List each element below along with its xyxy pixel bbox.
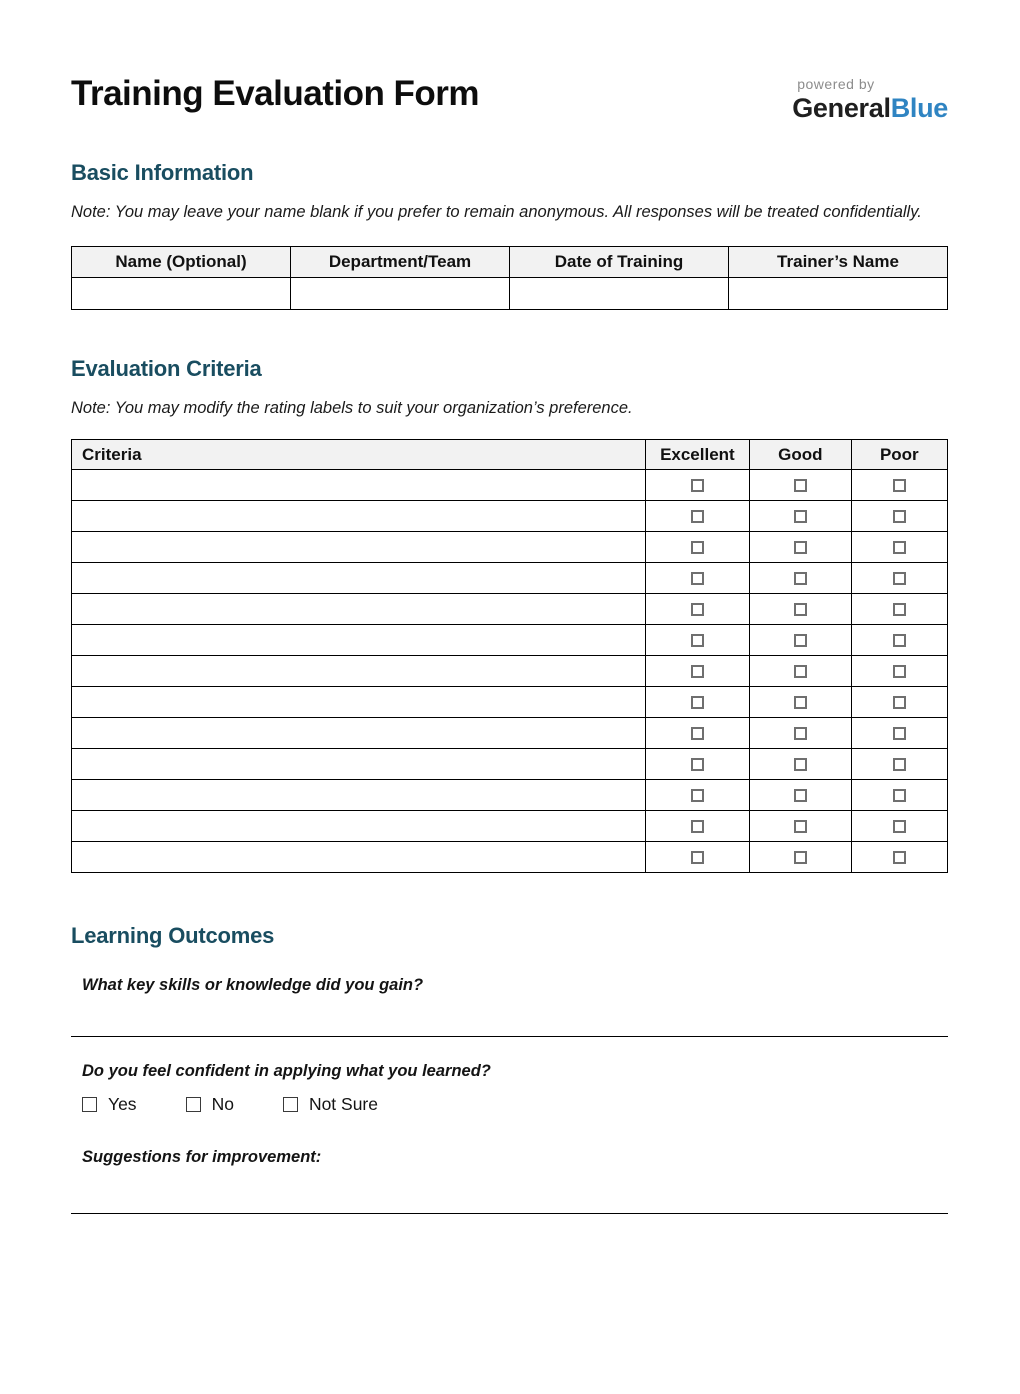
rating-cell-poor bbox=[851, 563, 947, 594]
confidence-options-row bbox=[71, 1094, 948, 1115]
criteria-input-cell[interactable] bbox=[72, 780, 646, 811]
criteria-row bbox=[72, 687, 948, 718]
basic-table-header-row bbox=[72, 246, 948, 277]
document-header bbox=[71, 74, 948, 124]
criteria-row bbox=[72, 594, 948, 625]
rating-cell-good bbox=[750, 842, 852, 873]
checkbox-good[interactable] bbox=[794, 510, 807, 523]
rating-cell-excellent bbox=[645, 594, 749, 625]
question-suggestions: Suggestions for improvement: bbox=[82, 1148, 322, 1167]
checkbox-poor[interactable] bbox=[893, 727, 906, 740]
criteria-input-cell[interactable] bbox=[72, 749, 646, 780]
checkbox-excellent[interactable] bbox=[691, 665, 704, 678]
criteria-row bbox=[72, 780, 948, 811]
rating-cell-excellent bbox=[645, 718, 749, 749]
criteria-row bbox=[72, 563, 948, 594]
checkbox-excellent[interactable] bbox=[691, 541, 704, 554]
rating-cell-good bbox=[750, 687, 852, 718]
checkbox-good[interactable] bbox=[794, 851, 807, 864]
checkbox-excellent[interactable] bbox=[691, 479, 704, 492]
rating-cell-poor bbox=[851, 780, 947, 811]
column-header-department: Department/Team bbox=[291, 246, 510, 277]
checkbox-excellent[interactable] bbox=[691, 603, 704, 616]
rating-cell-good bbox=[750, 532, 852, 563]
answer-line-suggestions[interactable] bbox=[71, 1213, 948, 1214]
rating-cell-poor bbox=[851, 470, 947, 501]
checkbox-poor[interactable] bbox=[893, 820, 906, 833]
rating-cell-good bbox=[750, 594, 852, 625]
section-heading-basic-information: Basic Information bbox=[71, 160, 254, 185]
checkbox-poor[interactable] bbox=[893, 851, 906, 864]
checkbox-poor[interactable] bbox=[893, 696, 906, 709]
checkbox-good[interactable] bbox=[794, 727, 807, 740]
rating-cell-good bbox=[750, 749, 852, 780]
question-confidence: Do you feel confident in applying what you learned? bbox=[82, 1062, 491, 1081]
column-header-criteria: Criteria bbox=[72, 440, 646, 470]
basic-information-table bbox=[71, 246, 948, 310]
checkbox-yes[interactable] bbox=[82, 1097, 97, 1112]
rating-cell-good bbox=[750, 656, 852, 687]
rating-cell-good bbox=[750, 563, 852, 594]
checkbox-poor[interactable] bbox=[893, 603, 906, 616]
checkbox-poor[interactable] bbox=[893, 665, 906, 678]
column-header-poor: Poor bbox=[851, 440, 947, 470]
checkbox-poor[interactable] bbox=[893, 479, 906, 492]
question-key-skills: What key skills or knowledge did you gain? bbox=[82, 976, 424, 995]
checkbox-excellent[interactable] bbox=[691, 510, 704, 523]
checkbox-good[interactable] bbox=[794, 696, 807, 709]
department-input-cell[interactable] bbox=[291, 277, 510, 309]
checkbox-poor[interactable] bbox=[893, 572, 906, 585]
criteria-table-header-row bbox=[72, 440, 948, 470]
column-header-trainer: Trainer’s Name bbox=[729, 246, 948, 277]
checkbox-good[interactable] bbox=[794, 572, 807, 585]
rating-cell-poor bbox=[851, 811, 947, 842]
rating-cell-good bbox=[750, 780, 852, 811]
rating-cell-excellent bbox=[645, 532, 749, 563]
column-header-name: Name (Optional) bbox=[72, 246, 291, 277]
rating-cell-excellent bbox=[645, 811, 749, 842]
rating-cell-good bbox=[750, 470, 852, 501]
rating-cell-excellent bbox=[645, 780, 749, 811]
rating-cell-poor bbox=[851, 594, 947, 625]
checkbox-excellent[interactable] bbox=[691, 696, 704, 709]
powered-by-label: powered by bbox=[797, 76, 875, 92]
criteria-row bbox=[72, 532, 948, 563]
rating-cell-poor bbox=[851, 501, 947, 532]
checkbox-good[interactable] bbox=[794, 665, 807, 678]
evaluation-criteria-note: Note: You may modify the rating labels to suit your organization’s preference. bbox=[71, 398, 633, 417]
criteria-input-cell[interactable] bbox=[72, 563, 646, 594]
section-heading-evaluation-criteria: Evaluation Criteria bbox=[71, 355, 262, 381]
rating-cell-good bbox=[750, 811, 852, 842]
criteria-input-cell[interactable] bbox=[72, 501, 646, 532]
column-header-good: Good bbox=[750, 440, 852, 470]
checkbox-excellent[interactable] bbox=[691, 789, 704, 802]
brand-logo bbox=[792, 74, 948, 124]
criteria-input-cell[interactable] bbox=[72, 842, 646, 873]
section-heading-learning-outcomes: Learning Outcomes bbox=[71, 923, 275, 949]
checkbox-no[interactable] bbox=[186, 1097, 201, 1112]
criteria-input-cell[interactable] bbox=[72, 532, 646, 563]
page-title: Training Evaluation Form bbox=[71, 74, 480, 113]
checkbox-good[interactable] bbox=[794, 758, 807, 771]
rating-cell-good bbox=[750, 501, 852, 532]
rating-cell-excellent bbox=[645, 501, 749, 532]
checkbox-good[interactable] bbox=[794, 789, 807, 802]
criteria-input-cell[interactable] bbox=[72, 625, 646, 656]
brand-wordmark bbox=[792, 93, 948, 123]
basic-information-note: Note: You may leave your name blank if you prefer to remain anonymous. All responses will be treated confidentially. bbox=[71, 203, 922, 221]
option-not-sure[interactable] bbox=[283, 1094, 378, 1115]
checkbox-excellent[interactable] bbox=[691, 572, 704, 585]
criteria-input-cell[interactable] bbox=[72, 656, 646, 687]
option-no-label: No bbox=[211, 1094, 234, 1115]
name-input-cell[interactable] bbox=[72, 277, 291, 309]
rating-cell-excellent bbox=[645, 625, 749, 656]
criteria-row bbox=[72, 625, 948, 656]
option-yes-label: Yes bbox=[108, 1094, 137, 1115]
checkbox-good[interactable] bbox=[794, 820, 807, 833]
criteria-row bbox=[72, 470, 948, 501]
answer-line-key-skills[interactable] bbox=[71, 1036, 948, 1037]
rating-cell-excellent bbox=[645, 563, 749, 594]
evaluation-criteria-table bbox=[71, 439, 948, 873]
rating-cell-excellent bbox=[645, 687, 749, 718]
checkbox-poor[interactable] bbox=[893, 789, 906, 802]
date-input-cell[interactable] bbox=[510, 277, 729, 309]
criteria-input-cell[interactable] bbox=[72, 687, 646, 718]
option-not-sure-label: Not Sure bbox=[308, 1094, 378, 1115]
brand-blue-text: Blue bbox=[890, 93, 948, 123]
brand-general-text: General bbox=[792, 93, 891, 123]
criteria-row bbox=[72, 656, 948, 687]
column-header-excellent: Excellent bbox=[645, 440, 749, 470]
rating-cell-poor bbox=[851, 687, 947, 718]
rating-cell-excellent bbox=[645, 470, 749, 501]
criteria-row bbox=[72, 842, 948, 873]
criteria-table-body bbox=[72, 470, 948, 873]
checkbox-poor[interactable] bbox=[893, 510, 906, 523]
option-yes[interactable] bbox=[82, 1094, 137, 1115]
criteria-input-cell[interactable] bbox=[72, 470, 646, 501]
checkbox-excellent[interactable] bbox=[691, 758, 704, 771]
checkbox-poor[interactable] bbox=[893, 634, 906, 647]
checkbox-good[interactable] bbox=[794, 479, 807, 492]
criteria-input-cell[interactable] bbox=[72, 594, 646, 625]
checkbox-not-sure[interactable] bbox=[283, 1097, 298, 1112]
trainer-input-cell[interactable] bbox=[729, 277, 948, 309]
rating-cell-poor bbox=[851, 656, 947, 687]
criteria-row bbox=[72, 749, 948, 780]
checkbox-poor[interactable] bbox=[893, 541, 906, 554]
checkbox-good[interactable] bbox=[794, 603, 807, 616]
criteria-input-cell[interactable] bbox=[72, 811, 646, 842]
criteria-input-cell[interactable] bbox=[72, 718, 646, 749]
rating-cell-poor bbox=[851, 532, 947, 563]
basic-table-input-row bbox=[72, 277, 948, 309]
column-header-date: Date of Training bbox=[510, 246, 729, 277]
rating-cell-poor bbox=[851, 749, 947, 780]
checkbox-excellent[interactable] bbox=[691, 634, 704, 647]
rating-cell-good bbox=[750, 718, 852, 749]
rating-cell-poor bbox=[851, 718, 947, 749]
checkbox-good[interactable] bbox=[794, 634, 807, 647]
checkbox-poor[interactable] bbox=[893, 758, 906, 771]
rating-cell-excellent bbox=[645, 656, 749, 687]
checkbox-excellent[interactable] bbox=[691, 820, 704, 833]
rating-cell-excellent bbox=[645, 749, 749, 780]
checkbox-excellent[interactable] bbox=[691, 727, 704, 740]
rating-cell-poor bbox=[851, 625, 947, 656]
option-no[interactable] bbox=[186, 1094, 234, 1115]
criteria-row bbox=[72, 718, 948, 749]
document-page bbox=[0, 74, 1020, 1394]
checkbox-excellent[interactable] bbox=[691, 851, 704, 864]
rating-cell-excellent bbox=[645, 842, 749, 873]
checkbox-good[interactable] bbox=[794, 541, 807, 554]
criteria-row bbox=[72, 501, 948, 532]
criteria-row bbox=[72, 811, 948, 842]
rating-cell-poor bbox=[851, 842, 947, 873]
rating-cell-good bbox=[750, 625, 852, 656]
